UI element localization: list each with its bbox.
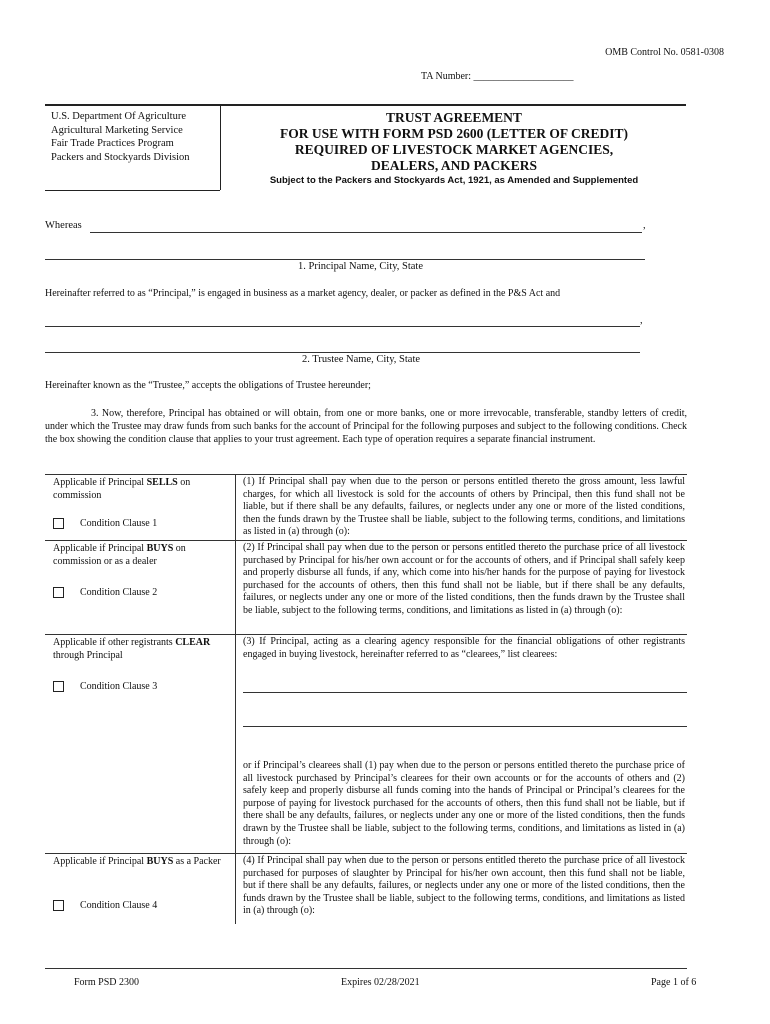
agency-bottom-rule [45, 190, 220, 191]
trustee-field-line[interactable] [45, 352, 640, 353]
whereas-label: Whereas [45, 220, 82, 231]
checkbox-clause-4[interactable] [53, 900, 64, 911]
comma: , [640, 315, 643, 326]
business-field-line[interactable] [45, 326, 640, 327]
clearee-field-2[interactable] [243, 726, 687, 727]
whereas-field[interactable] [90, 232, 642, 233]
row-2-clause: Condition Clause 2 [53, 587, 157, 598]
ta-number: TA Number: ____________________ [421, 71, 574, 82]
paragraph-3: 3. Now, therefore, Principal has obtained or will obtain, from one or more banks, one or more irrevocable, transferable, standby letters of credit, under which the Trustee may draw funds from such banks for the account of Principal for the following purposes and subject to the following conditions. Check the box showing the condition clause that applies to your trust agreement. Each type of operation requires a separate financial instrument. [45, 408, 687, 445]
row-3-applicability: Applicable if other registrants CLEAR through Principal [53, 637, 211, 661]
table-divider [235, 474, 236, 924]
footer-form: Form PSD 2300 [74, 977, 140, 988]
agency-line: Agricultural Marketing Service [51, 124, 183, 136]
principal-field-line[interactable] [45, 259, 645, 260]
table-rule [45, 540, 687, 541]
clearee-field-1[interactable] [243, 692, 687, 693]
header-rule [45, 104, 686, 106]
row-3-text: (3) If Principal, acting as a clearing agency responsible for the financial obligations of other registrants engaged in buying livestock, hereinafter referred to as “clearees,” list clearees: [243, 636, 685, 660]
row-4-applicability: Applicable if Principal BUYS as a Packer [53, 856, 221, 867]
condition-table [45, 474, 687, 924]
document-title [222, 110, 686, 174]
checkbox-clause-1[interactable] [53, 518, 64, 529]
title-line: FOR USE WITH FORM PSD 2600 (LETTER OF CREDIT) [279, 126, 629, 141]
hereinafter-trustee: Hereinafter known as the “Trustee,” accepts the obligations of Trustee hereunder; [45, 380, 371, 391]
title-line: DEALERS, AND PACKERS [371, 158, 537, 173]
agency-line: Packers and Stockyards Division [51, 151, 190, 163]
checkbox-clause-3[interactable] [53, 681, 64, 692]
comma: , [643, 220, 646, 231]
trustee-caption: 2. Trustee Name, City, State [302, 354, 421, 365]
row-2-text: (2) If Principal shall pay when due to the person or persons entitled thereto the purchase price of all livestock purchased by Principal for his/her own account or for the accounts of others, and if Principal shall safely keep and properly disburse all funds, if any, which come into his/her hands for the purpose of paying for livestock purchased for the accounts of others, then this fund shall not be liable, but if there shall be any defaults, failures, or neglects under any one or more of the listed conditions, then the funds drawn by the Trustee shall be liable, subject to the following terms, conditions, and limitations as listed in (a) through (o): [243, 542, 685, 616]
row-2-applicability: Applicable if Principal BUYS on commission or as a dealer [53, 543, 186, 567]
table-rule [45, 474, 687, 475]
footer-page: Page 1 of 6 [651, 977, 697, 988]
omb-control-number: OMB Control No. 0581-0308 [605, 47, 724, 58]
title-line: TRUST AGREEMENT [386, 110, 522, 125]
hereinafter-principal: Hereinafter referred to as “Principal,” is engaged in business as a market agency, dealer, or packer as defined in the P&S Act and [45, 288, 561, 299]
row-3-clause: Condition Clause 3 [53, 681, 157, 692]
document-subtitle: Subject to the Packers and Stockyards Act, 1921, as Amended and Supplemented [269, 175, 639, 186]
footer-expires: Expires 02/28/2021 [341, 977, 420, 988]
header-divider [220, 104, 221, 190]
row-4-clause: Condition Clause 4 [53, 900, 157, 911]
table-rule [45, 853, 687, 854]
principal-caption: 1. Principal Name, City, State [298, 261, 424, 272]
row-1-clause: Condition Clause 1 [53, 518, 157, 529]
row-1-text: (1) If Principal shall pay when due to the person or persons entitled thereto the gross amount, less lawful charges, for which all livestock is sold for the accounts of others by Principal, then this fund shall not be liable, but if there shall be any defaults, failures, or neglects under any one or more of the listed conditions, then the funds drawn by the Trustee shall be liable, subject to the following terms, conditions, and limitations as listed in (a) through (o): [243, 476, 685, 538]
row-1-applicability: Applicable if Principal SELLS on commission [53, 477, 191, 501]
table-rule [45, 634, 687, 635]
checkbox-clause-2[interactable] [53, 587, 64, 598]
agency-block [51, 110, 190, 164]
footer-rule [45, 968, 687, 969]
agency-line: U.S. Department Of Agriculture [51, 111, 187, 122]
title-line: REQUIRED OF LIVESTOCK MARKET AGENCIES, [294, 142, 614, 157]
agency-line: Fair Trade Practices Program [51, 138, 174, 149]
row-3-text-continued: or if Principal’s clearees shall (1) pay when due to the person or persons entitled thereto the purchase price of all livestock purchased by Principal’s clearees for their own accounts or for the accounts of others and (2) safely keep and properly disburse all funds coming into the hands of Principal or Principal’s clearees for the purpose of paying for livestock purchased for the accounts of others, then this fund shall not be liable, but if there shall be any defaults, failures, or neglects under any one or more of the listed conditions, then the funds drawn by the Trustee shall be liable, subject to the following terms, conditions, and limitations as listed in (a) through (o): [243, 760, 685, 847]
row-4-text: (4) If Principal shall pay when due to the person or persons entitled thereto the purchase price of all livestock purchased for purposes of slaughter by Principal for his/her own account, then this fund shall not be liable, but if there shall be any defaults, failures, or neglects under any one or more of the listed conditions, then the funds drawn by the Trustee shall be liable, subject to the following terms, conditions, and limitations as listed in (a) through (o): [243, 855, 685, 917]
